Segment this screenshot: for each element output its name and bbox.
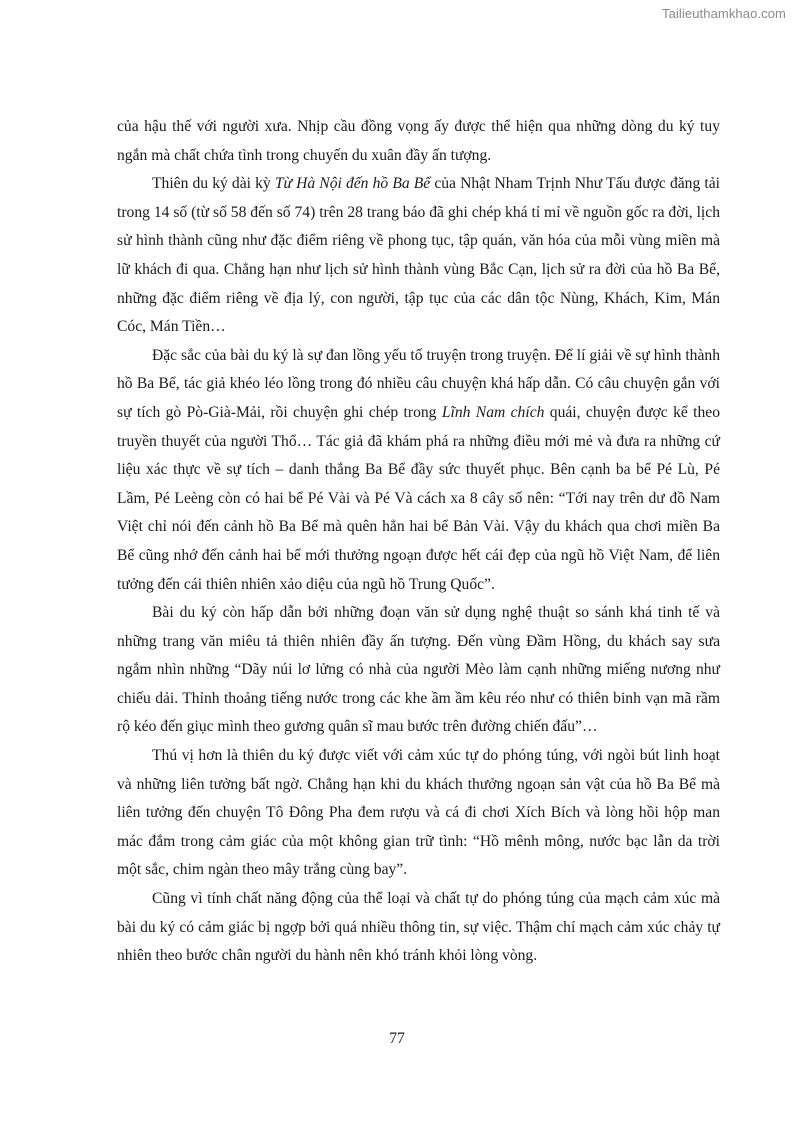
document-body — [117, 113, 720, 971]
paragraph-text: của hậu thế với người xưa. Nhịp cầu đồng vọng ấy được thể hiện qua những dòng du ký tuy ngắn mà chất chứa tình trong chuyến du xuân đầy ấn tượng. — [117, 118, 720, 164]
paragraph-text: Thiên du ký dài kỳ — [152, 175, 275, 193]
paragraph-text: Bài du ký còn hấp dẫn bởi những đoạn văn sử dụng nghệ thuật so sánh khá tinh tế và những trang văn miêu tả thiên nhiên đầy ấn tượng. Đến vùng Đầm Hồng, du khách say sưa ngắm nhìn những “Dãy núi lơ lửng có nhà của người Mèo làm cạnh những miếng nương như chiếu dải. Thỉnh thoảng tiếng nước trong các khe ầm ầm kêu réo như có thiên binh vạn mã rầm rộ kéo đến giục mình theo gương quân sĩ mau bước trên đường chiến đấu”… — [117, 604, 720, 736]
watermark-text: Tailieuthamkhao.com — [661, 6, 786, 21]
paragraph-text: Cũng vì tính chất năng động của thể loại và chất tự do phóng túng của mạch cảm xúc mà bài du ký có cảm giác bị ngợp bởi quá nhiều thông tin, sự việc. Thậm chí mạch cảm xúc chảy tự nhiên theo bước chân người du hành nên khó tránh khỏi lòng vòng. — [117, 890, 720, 965]
page-number: 77 — [389, 1030, 405, 1047]
paragraph-text: Đặc sắc của bài du ký là sự đan lồng yếu tố truyện trong truyện. Để lí giải về sự hình thành hồ Ba Bể, tác giả khéo léo lồng trong đó nhiều câu chuyện khá hấp dẫn. Có câu chuyện gắn với sự tích gò Pò-Già-Mải, rồi chuyện ghi chép trong — [117, 346, 720, 421]
paragraph-text: của Nhật Nham Trịnh Như Tấu được đăng tải trong 14 số (từ số 58 đến số 74) trên 28 trang báo đã ghi chép khá tỉ mỉ về nguồn gốc ra đời, lịch sử hình thành cũng như đặc điểm riêng về phong tục, tập quán, văn hóa của mỗi vùng miền mà lữ khách đi qua. Chẳng hạn như lịch sử hình thành vùng Bắc Cạn, lịch sử ra đời của hồ Ba Bể, những đặc điểm riêng về địa lý, con người, tập tục của các dân tộc Nùng, Khách, Kim, Mán Cóc, Mán Tiền… — [117, 175, 720, 336]
paragraph-6 — [117, 885, 720, 971]
paragraph-1 — [117, 113, 720, 170]
paragraph-4 — [117, 599, 720, 742]
book-title: Từ Hà Nội đến hồ Ba Bể — [274, 175, 431, 193]
book-title: Lĩnh Nam chích — [441, 403, 545, 421]
paragraph-2 — [117, 170, 720, 342]
paragraph-3 — [117, 342, 720, 599]
paragraph-text: quái, chuyện được kể theo truyền thuyết của người Thổ… Tác giả đã khám phá ra những điều mới mẻ và đưa ra những cứ liệu xác thực về sự tích – danh thắng Ba Bể đầy sức thuyết phục. Bên cạnh ba bể Pé Lù, Pé Lầm, Pé Leèng còn có hai bể Pé Vài và Pé Và cách xa 8 cây số nên: “Tới nay trên dư đồ Nam Việt chỉ nói đến cảnh hồ Ba Bể mà quên hẳn hai bể Bản Vài. Vậy du khách qua chơi miền Ba Bể cũng nhớ đến cảnh hai bể mới thưởng ngoạn được hết cái đẹp của ngũ hồ Việt Nam, để liên tưởng đến cái thiên nhiên xảo diệu của ngũ hồ Trung Quốc”. — [117, 403, 721, 593]
paragraph-5 — [117, 742, 720, 885]
paragraph-text: Thú vị hơn là thiên du ký được viết với cảm xúc tự do phóng túng, với ngòi bút linh hoạt và những liên tưởng bất ngờ. Chẳng hạn khi du khách thưởng ngoạn sản vật của hồ Ba Bể mà liên tưởng đến chuyện Tô Đông Pha đem rượu và cá đi chơi Xích Bích và lòng hồi hộp man mác đắm trong cảm giác của một không gian trữ tình: “Hồ mênh mông, nước bạc lẫn da trời một sắc, chim ngàn theo mây trắng cùng bay”. — [117, 747, 720, 879]
